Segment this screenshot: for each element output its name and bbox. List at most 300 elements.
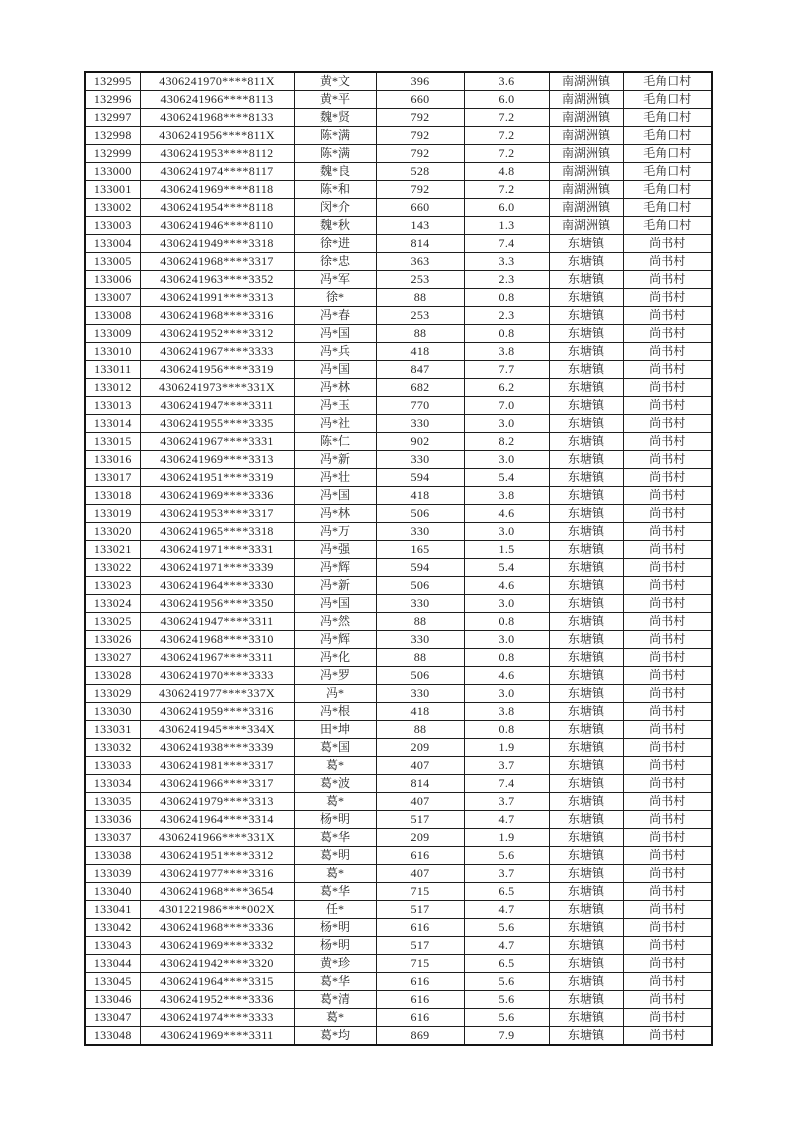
cell-name: 冯*新 [294,451,376,469]
cell-village: 毛角口村 [623,181,712,199]
cell-seq: 133010 [85,343,140,361]
cell-id-number: 4306241955****3335 [140,415,294,433]
cell-seq: 133002 [85,199,140,217]
cell-village: 尚书村 [623,883,712,901]
cell-id-number: 4306241966****331X [140,829,294,847]
cell-seq: 133019 [85,505,140,523]
cell-amount: 209 [376,829,464,847]
cell-town: 东塘镇 [549,307,623,325]
cell-town: 东塘镇 [549,739,623,757]
table-row [85,307,712,325]
cell-id-number: 4306241968****3316 [140,307,294,325]
cell-amount: 792 [376,181,464,199]
cell-town: 南湖洲镇 [549,127,623,145]
cell-town: 东塘镇 [549,613,623,631]
cell-rate: 3.0 [464,451,549,469]
cell-name: 杨*明 [294,919,376,937]
cell-town: 东塘镇 [549,937,623,955]
table-row [85,865,712,883]
cell-rate: 3.6 [464,72,549,91]
table-row [85,721,712,739]
cell-town: 东塘镇 [549,235,623,253]
table-row [85,397,712,415]
table-row [85,955,712,973]
table-row [85,847,712,865]
cell-seq: 133031 [85,721,140,739]
cell-id-number: 4306241969****3336 [140,487,294,505]
cell-id-number: 4306241973****331X [140,379,294,397]
cell-rate: 3.8 [464,703,549,721]
cell-rate: 8.2 [464,433,549,451]
cell-id-number: 4306241981****3317 [140,757,294,775]
cell-amount: 253 [376,271,464,289]
cell-rate: 0.8 [464,613,549,631]
cell-amount: 506 [376,667,464,685]
cell-seq: 133007 [85,289,140,307]
cell-amount: 517 [376,901,464,919]
cell-amount: 330 [376,523,464,541]
cell-seq: 133005 [85,253,140,271]
cell-rate: 7.2 [464,181,549,199]
cell-name: 葛* [294,793,376,811]
table-row [85,613,712,631]
cell-village: 毛角口村 [623,127,712,145]
cell-town: 东塘镇 [549,847,623,865]
cell-name: 冯*国 [294,595,376,613]
cell-village: 尚书村 [623,541,712,559]
cell-town: 东塘镇 [549,757,623,775]
cell-seq: 133044 [85,955,140,973]
cell-amount: 814 [376,235,464,253]
cell-amount: 847 [376,361,464,379]
cell-rate: 5.6 [464,991,549,1009]
cell-rate: 3.3 [464,253,549,271]
cell-town: 东塘镇 [549,793,623,811]
cell-name: 黄*平 [294,91,376,109]
cell-rate: 6.0 [464,199,549,217]
cell-name: 葛* [294,757,376,775]
table-row [85,271,712,289]
cell-id-number: 4306241974****8117 [140,163,294,181]
table-row [85,991,712,1009]
table-row [85,523,712,541]
cell-id-number: 4306241966****3317 [140,775,294,793]
cell-seq: 133003 [85,217,140,235]
cell-amount: 330 [376,415,464,433]
cell-amount: 594 [376,559,464,577]
table-row [85,757,712,775]
cell-rate: 7.4 [464,775,549,793]
cell-village: 尚书村 [623,379,712,397]
cell-id-number: 4306241959****3316 [140,703,294,721]
cell-name: 田*坤 [294,721,376,739]
cell-town: 东塘镇 [549,811,623,829]
cell-amount: 902 [376,433,464,451]
cell-rate: 6.2 [464,379,549,397]
cell-town: 东塘镇 [549,775,623,793]
cell-town: 南湖洲镇 [549,199,623,217]
cell-seq: 133026 [85,631,140,649]
cell-rate: 2.3 [464,307,549,325]
cell-seq: 133039 [85,865,140,883]
cell-town: 东塘镇 [549,667,623,685]
cell-seq: 133011 [85,361,140,379]
cell-village: 毛角口村 [623,217,712,235]
cell-name: 葛*明 [294,847,376,865]
cell-rate: 3.7 [464,757,549,775]
cell-town: 东塘镇 [549,1009,623,1027]
cell-name: 葛* [294,1009,376,1027]
cell-seq: 133036 [85,811,140,829]
cell-village: 尚书村 [623,847,712,865]
cell-id-number: 4306241967****3311 [140,649,294,667]
cell-town: 东塘镇 [549,271,623,289]
cell-name: 冯* [294,685,376,703]
cell-town: 东塘镇 [549,451,623,469]
cell-village: 尚书村 [623,451,712,469]
cell-village: 毛角口村 [623,109,712,127]
cell-id-number: 4306241952****3336 [140,991,294,1009]
cell-id-number: 4306241964****3315 [140,973,294,991]
cell-amount: 165 [376,541,464,559]
cell-rate: 6.5 [464,883,549,901]
cell-id-number: 4306241963****3352 [140,271,294,289]
cell-rate: 5.4 [464,559,549,577]
cell-id-number: 4301221986****002X [140,901,294,919]
cell-seq: 133048 [85,1027,140,1046]
cell-seq: 133043 [85,937,140,955]
cell-name: 冯*社 [294,415,376,433]
table-row [85,235,712,253]
cell-name: 杨*明 [294,811,376,829]
cell-amount: 682 [376,379,464,397]
cell-town: 东塘镇 [549,865,623,883]
cell-name: 魏*贤 [294,109,376,127]
cell-rate: 5.6 [464,1009,549,1027]
cell-name: 徐*忠 [294,253,376,271]
cell-name: 葛*国 [294,739,376,757]
cell-id-number: 4306241947****3311 [140,397,294,415]
cell-name: 冯*壮 [294,469,376,487]
cell-amount: 88 [376,721,464,739]
cell-seq: 133023 [85,577,140,595]
cell-town: 东塘镇 [549,883,623,901]
cell-village: 尚书村 [623,775,712,793]
cell-id-number: 4306241946****8110 [140,217,294,235]
table-row [85,973,712,991]
table-row [85,577,712,595]
cell-rate: 3.0 [464,523,549,541]
cell-id-number: 4306241956****811X [140,127,294,145]
cell-rate: 1.5 [464,541,549,559]
cell-name: 葛*波 [294,775,376,793]
cell-seq: 133042 [85,919,140,937]
cell-rate: 4.6 [464,667,549,685]
cell-rate: 1.9 [464,829,549,847]
cell-seq: 133038 [85,847,140,865]
cell-rate: 7.2 [464,127,549,145]
cell-amount: 88 [376,613,464,631]
cell-village: 尚书村 [623,721,712,739]
table-row [85,379,712,397]
table-row [85,631,712,649]
cell-id-number: 4306241952****3312 [140,325,294,343]
cell-rate: 6.5 [464,955,549,973]
table-row [85,433,712,451]
cell-town: 南湖洲镇 [549,163,623,181]
cell-seq: 133047 [85,1009,140,1027]
table-row [85,1027,712,1046]
table-row [85,901,712,919]
table-row [85,919,712,937]
cell-id-number: 4306241942****3320 [140,955,294,973]
table-row [85,559,712,577]
cell-seq: 133024 [85,595,140,613]
cell-village: 尚书村 [623,685,712,703]
cell-seq: 133016 [85,451,140,469]
cell-name: 陈*满 [294,145,376,163]
cell-town: 东塘镇 [549,433,623,451]
cell-village: 尚书村 [623,433,712,451]
cell-amount: 770 [376,397,464,415]
cell-rate: 1.3 [464,217,549,235]
cell-amount: 418 [376,343,464,361]
cell-village: 尚书村 [623,307,712,325]
table-row [85,72,712,91]
cell-town: 南湖洲镇 [549,181,623,199]
cell-amount: 253 [376,307,464,325]
cell-name: 黄*珍 [294,955,376,973]
cell-name: 葛* [294,865,376,883]
cell-village: 毛角口村 [623,163,712,181]
cell-name: 冯*兵 [294,343,376,361]
cell-seq: 133021 [85,541,140,559]
cell-amount: 88 [376,289,464,307]
cell-name: 黄*文 [294,72,376,91]
cell-name: 陈*满 [294,127,376,145]
table-row [85,703,712,721]
cell-village: 毛角口村 [623,72,712,91]
cell-name: 葛*均 [294,1027,376,1046]
cell-seq: 133025 [85,613,140,631]
cell-rate: 0.8 [464,325,549,343]
cell-id-number: 4306241953****8112 [140,145,294,163]
cell-seq: 133046 [85,991,140,1009]
cell-town: 东塘镇 [549,397,623,415]
cell-amount: 330 [376,631,464,649]
cell-rate: 0.8 [464,649,549,667]
cell-town: 东塘镇 [549,559,623,577]
cell-town: 东塘镇 [549,505,623,523]
cell-village: 尚书村 [623,937,712,955]
cell-amount: 616 [376,919,464,937]
table-row [85,361,712,379]
cell-town: 东塘镇 [549,541,623,559]
cell-seq: 132998 [85,127,140,145]
cell-seq: 133032 [85,739,140,757]
table-row [85,199,712,217]
cell-town: 南湖洲镇 [549,109,623,127]
cell-seq: 133008 [85,307,140,325]
cell-id-number: 4306241968****8133 [140,109,294,127]
cell-id-number: 4306241965****3318 [140,523,294,541]
cell-amount: 660 [376,199,464,217]
cell-id-number: 4306241951****3319 [140,469,294,487]
cell-rate: 0.8 [464,289,549,307]
cell-rate: 3.7 [464,793,549,811]
table-row [85,793,712,811]
table-row [85,649,712,667]
table-row [85,289,712,307]
cell-seq: 133022 [85,559,140,577]
cell-name: 冯*国 [294,325,376,343]
cell-seq: 133018 [85,487,140,505]
cell-amount: 506 [376,505,464,523]
cell-village: 尚书村 [623,1027,712,1046]
cell-seq: 133030 [85,703,140,721]
table-row [85,145,712,163]
cell-town: 东塘镇 [549,343,623,361]
cell-rate: 5.6 [464,919,549,937]
cell-seq: 132997 [85,109,140,127]
cell-name: 冯*然 [294,613,376,631]
cell-village: 毛角口村 [623,91,712,109]
cell-name: 葛*华 [294,973,376,991]
cell-rate: 4.8 [464,163,549,181]
table-row [85,811,712,829]
cell-village: 尚书村 [623,973,712,991]
cell-town: 东塘镇 [549,289,623,307]
cell-town: 东塘镇 [549,1027,623,1046]
cell-seq: 133020 [85,523,140,541]
cell-town: 东塘镇 [549,631,623,649]
cell-village: 尚书村 [623,361,712,379]
cell-seq: 133004 [85,235,140,253]
cell-id-number: 4306241971****3339 [140,559,294,577]
cell-name: 任* [294,901,376,919]
cell-id-number: 4306241964****3314 [140,811,294,829]
cell-town: 东塘镇 [549,379,623,397]
cell-rate: 2.3 [464,271,549,289]
cell-town: 东塘镇 [549,487,623,505]
cell-amount: 517 [376,937,464,955]
cell-village: 尚书村 [623,829,712,847]
table-row [85,325,712,343]
cell-seq: 133001 [85,181,140,199]
cell-amount: 407 [376,757,464,775]
cell-rate: 7.4 [464,235,549,253]
cell-rate: 3.8 [464,343,549,361]
table-row [85,469,712,487]
cell-village: 毛角口村 [623,145,712,163]
cell-rate: 6.0 [464,91,549,109]
cell-seq: 133017 [85,469,140,487]
cell-town: 东塘镇 [549,523,623,541]
cell-seq: 133012 [85,379,140,397]
cell-rate: 3.7 [464,865,549,883]
cell-amount: 330 [376,685,464,703]
cell-village: 尚书村 [623,523,712,541]
cell-rate: 7.0 [464,397,549,415]
cell-amount: 330 [376,451,464,469]
cell-rate: 4.7 [464,811,549,829]
table-row [85,343,712,361]
table-row [85,127,712,145]
cell-village: 尚书村 [623,595,712,613]
cell-rate: 3.0 [464,631,549,649]
cell-rate: 4.7 [464,937,549,955]
cell-id-number: 4306241971****3331 [140,541,294,559]
cell-village: 尚书村 [623,469,712,487]
cell-village: 尚书村 [623,1009,712,1027]
cell-name: 葛*华 [294,829,376,847]
cell-village: 尚书村 [623,505,712,523]
cell-rate: 0.8 [464,721,549,739]
cell-town: 东塘镇 [549,721,623,739]
cell-id-number: 4306241947****3311 [140,613,294,631]
cell-amount: 528 [376,163,464,181]
cell-id-number: 4306241953****3317 [140,505,294,523]
cell-amount: 616 [376,847,464,865]
cell-id-number: 4306241969****3332 [140,937,294,955]
table-row [85,415,712,433]
cell-id-number: 4306241967****3331 [140,433,294,451]
cell-name: 冯*万 [294,523,376,541]
table-row [85,541,712,559]
cell-rate: 4.6 [464,505,549,523]
cell-id-number: 4306241979****3313 [140,793,294,811]
cell-town: 东塘镇 [549,649,623,667]
cell-id-number: 4306241970****3333 [140,667,294,685]
cell-name: 冯*根 [294,703,376,721]
cell-id-number: 4306241969****3313 [140,451,294,469]
cell-seq: 133033 [85,757,140,775]
cell-rate: 7.7 [464,361,549,379]
cell-seq: 133015 [85,433,140,451]
cell-seq: 133013 [85,397,140,415]
table-row [85,91,712,109]
table-row [85,739,712,757]
cell-village: 尚书村 [623,991,712,1009]
cell-amount: 814 [376,775,464,793]
cell-amount: 660 [376,91,464,109]
cell-amount: 418 [376,487,464,505]
cell-amount: 418 [376,703,464,721]
cell-amount: 407 [376,793,464,811]
cell-id-number: 4306241968****3654 [140,883,294,901]
table-row [85,505,712,523]
cell-id-number: 4306241968****3310 [140,631,294,649]
cell-seq: 132996 [85,91,140,109]
cell-amount: 407 [376,865,464,883]
cell-name: 葛*华 [294,883,376,901]
cell-town: 东塘镇 [549,361,623,379]
cell-name: 徐*进 [294,235,376,253]
cell-seq: 133000 [85,163,140,181]
cell-name: 冯*玉 [294,397,376,415]
cell-town: 南湖洲镇 [549,217,623,235]
cell-town: 东塘镇 [549,253,623,271]
cell-rate: 5.4 [464,469,549,487]
table-row [85,163,712,181]
table-body [85,72,712,1045]
cell-id-number: 4306241956****3350 [140,595,294,613]
cell-seq: 133029 [85,685,140,703]
cell-town: 东塘镇 [549,325,623,343]
cell-id-number: 4306241938****3339 [140,739,294,757]
cell-id-number: 4306241991****3313 [140,289,294,307]
cell-id-number: 4306241956****3319 [140,361,294,379]
